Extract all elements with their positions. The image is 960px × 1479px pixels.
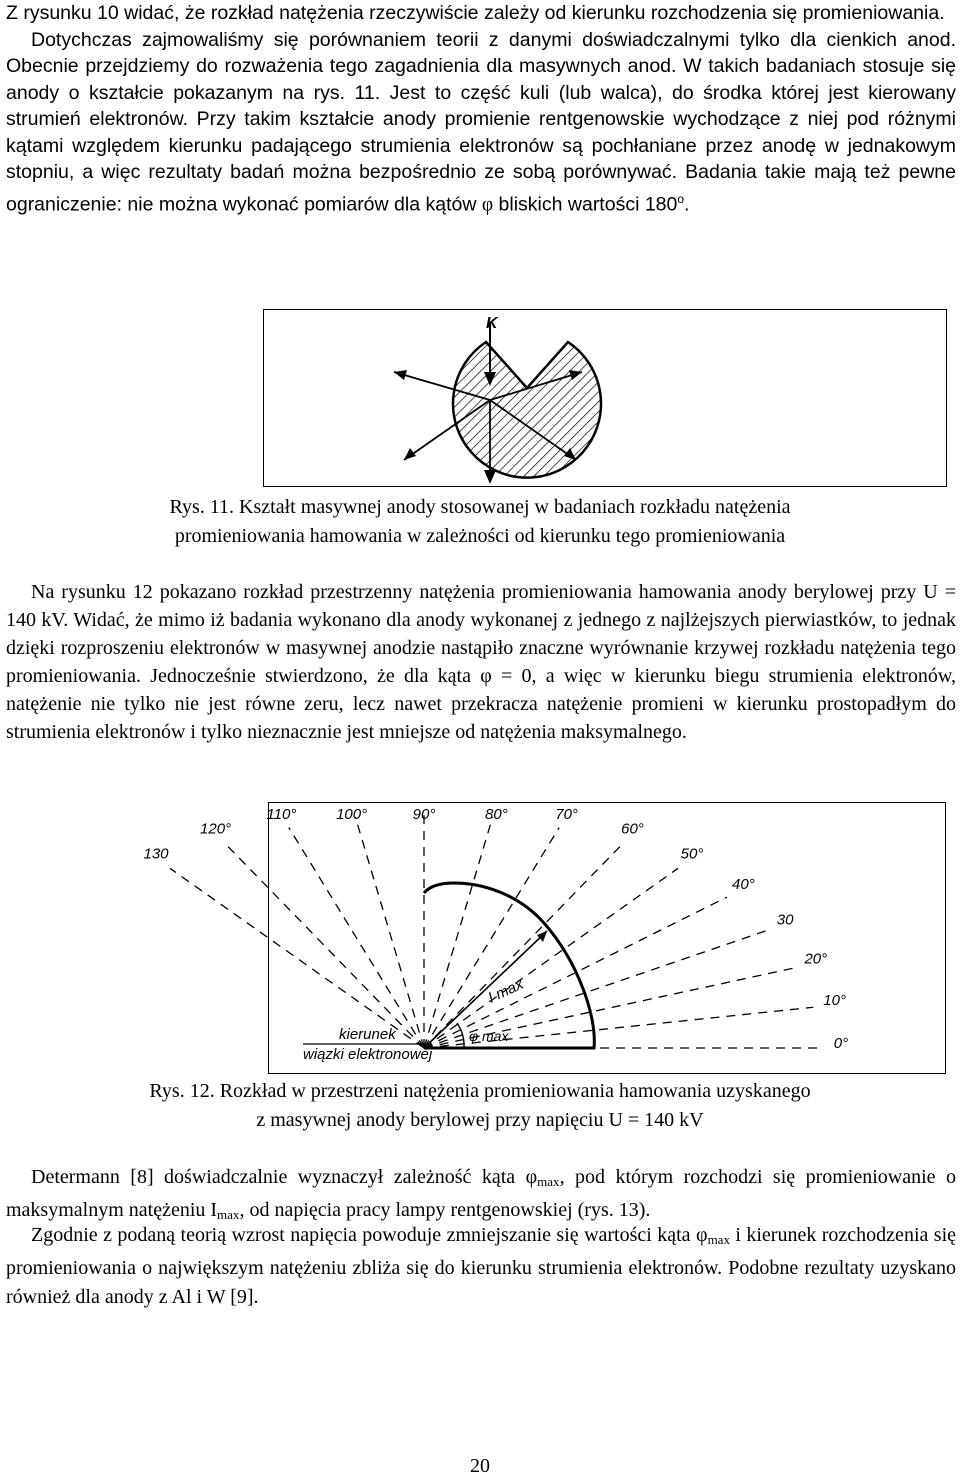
imax-arrowhead [537, 931, 547, 942]
angle-label: 50° [680, 845, 704, 863]
period: . [684, 193, 690, 215]
text-line: Dotychczas zajmowaliśmy się porównaniem teorii z danymi doświadczalnymi tylko dla cienkich anod. Obecnie przejdziemy do rozważenia tego zagadnienia dla masywnych anod. W takich badaniach stosuje się anody o kształcie pokazanym na rys. 11. Jest to część kuli (lub walca), do środka której jest kierowany strumień elektronów. [6, 28, 956, 130]
figure-11-anode-diagram [264, 310, 948, 488]
caption-line: promieniowania hamowania w zależności od kierunku tego promieniowania [174, 525, 786, 547]
angle-label: 40° [732, 875, 755, 893]
text-line: , od napięcia pracy lampy rentgenowskiej (rys. 13). [239, 1199, 651, 1221]
subscript-max: max [707, 1232, 730, 1247]
angle-ray [289, 828, 424, 1048]
angle-label: 80° [485, 806, 508, 823]
text-line: Zgodnie z podaną teorią wzrost napięcia powoduje zmniejszanie się wartości kąta [31, 1224, 691, 1246]
figure-12-caption [0, 1077, 960, 1135]
caption-line: Rys. 11. Kształt masywnej anody stosowanej w badaniach rozkładu natężenia [169, 496, 791, 518]
text-line: Przy takim kształcie anody promienie rentgenowskie wychodzące z niej pod różnymi kątami względem kierunku padającego strumienia elektronów są pochłaniane przez anodę w jednakowym stopniu, a więc rezultaty badań można bezpośrednio ze sobą porównywać. Badania takie mają też pewne ograniczenie: nie można wykonać pomiarów dla kątów [6, 108, 956, 215]
caption-line: z masywnej anody berylowej przy napięciu U = 140 kV [256, 1109, 704, 1131]
angle-label: 60° [621, 820, 644, 838]
degree-mark: o [677, 191, 685, 206]
figure-11-frame [263, 309, 947, 487]
text-line: = 0, a więc w kierunku biegu strumienia elektronów, natężenie nie tylko nie jest równe zeru, lecz nawet przekracza natężenie promieni w kierunku prostopadłym do strumienia elektronów i tylko nieznacznie jest mniejsze od natężenia maksymalnego. [6, 665, 956, 743]
phi-symbol: φ [525, 1166, 538, 1188]
beam-direction-label: wiązki elektronowej [303, 1046, 433, 1063]
angle-ray [226, 845, 424, 1048]
phi-symbol: φ [481, 194, 494, 215]
angle-label: 100° [336, 806, 368, 823]
angle-label: 10° [823, 992, 846, 1010]
figure-11-caption [0, 493, 960, 551]
subscript-max: max [537, 1174, 560, 1189]
angle-ray [170, 868, 424, 1048]
text-line: Na rysunku 12 pokazano rozkład przestrzenny natężenia promieniowania hamowania anody berylowej przy U = 140 kV. Widać, że mimo iż badania wykonano dla anody wykonanej z jednego z najlżejszych pierwiastków, to jednak dzięki rozproszeniu elektronów w masywnej anodzie nastąpiło znaczne wyrównanie krzywej rozkładu natężenia tego promieniowania. Jednocześnie stwierdzono, że dla kąta [6, 581, 956, 687]
paragraph-fig12-description [6, 578, 956, 746]
phimax-label: φ max [469, 1028, 509, 1044]
angle-label: 20° [804, 950, 828, 968]
page-number: 20 [470, 1455, 490, 1477]
angle-label: 120° [200, 820, 232, 838]
imax-label: I max [485, 975, 526, 1007]
angle-label: 130 [143, 845, 169, 863]
text-line: bliskich wartości 180 [498, 193, 678, 215]
angle-label: 90° [412, 806, 436, 823]
figure-12-polar-diagram [143, 803, 947, 1075]
paragraph-determann [6, 1163, 956, 1229]
text-line: Z rysunku 10 widać, że rozkład natężenia rzeczywiście zależy od kierunku rozchodzenia się promieniowania. [6, 2, 945, 24]
angle-label: 110° [266, 806, 297, 823]
caption-line: Rys. 12. Rozkład w przestrzeni natężenia promieniowania hamowania uzyskanego [149, 1080, 811, 1102]
subscript-max: max [217, 1207, 240, 1222]
text-line: , pod którym rozchodzi się promieniowanie o maksymalnym natężeniu I [6, 1166, 956, 1221]
text-line: Determann [8] doświadczalnie wyznaczył zależność kąta [31, 1166, 516, 1188]
angle-label: 0° [833, 1035, 849, 1052]
paragraph-theory [6, 1221, 956, 1312]
phi-symbol: φ [480, 665, 492, 687]
cathode-label: K [486, 315, 498, 332]
phi-symbol: φ [696, 1224, 708, 1246]
paragraph-intro [6, 0, 956, 219]
beam-direction-label: kierunek [339, 1026, 396, 1043]
text-line: i kierunek rozchodzenia się promieniowania o największym natężeniu zbliża się do kierunku strumienia elektronów. Podobne rezultaty uzyskano również dla anody z Al i W [9]. [6, 1224, 957, 1308]
angle-rays [170, 813, 819, 1048]
figure-12-frame [143, 802, 946, 1074]
angle-label: 70° [555, 806, 578, 823]
angle-label: 30 [776, 911, 794, 929]
